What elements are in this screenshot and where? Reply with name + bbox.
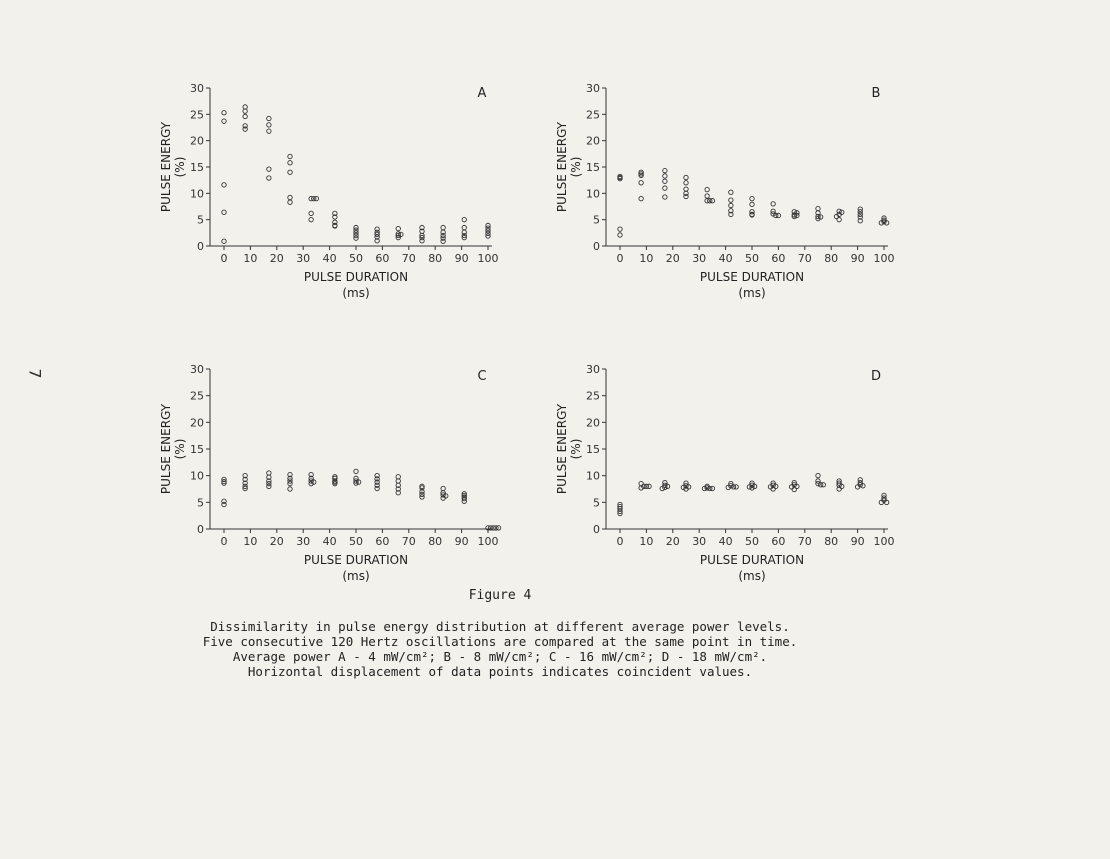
data-point bbox=[222, 119, 226, 123]
data-point bbox=[288, 154, 292, 158]
data-point bbox=[267, 167, 271, 171]
data-point bbox=[684, 181, 688, 185]
x-tick-label: 20 bbox=[269, 252, 284, 265]
x-tick-label: 0 bbox=[616, 252, 624, 265]
x-tick-label: 60 bbox=[771, 535, 786, 548]
data-point bbox=[879, 221, 883, 225]
data-point bbox=[222, 111, 226, 115]
data-point bbox=[267, 116, 271, 120]
x-tick-label: 0 bbox=[616, 535, 624, 548]
data-point bbox=[462, 499, 466, 503]
x-tick-label: 30 bbox=[692, 535, 707, 548]
y-tick-label: 30 bbox=[586, 363, 600, 376]
data-point bbox=[837, 217, 841, 221]
x-tick-label: 90 bbox=[850, 535, 865, 548]
data-point bbox=[222, 183, 226, 187]
x-tick-label: 10 bbox=[639, 535, 654, 548]
data-point bbox=[771, 202, 775, 206]
data-point bbox=[729, 198, 733, 202]
x-tick-label: 50 bbox=[349, 252, 363, 265]
data-point bbox=[660, 486, 664, 490]
y-axis-unit: (%) bbox=[173, 438, 187, 460]
data-point bbox=[618, 233, 622, 237]
data-point bbox=[884, 221, 888, 225]
x-tick-label: 20 bbox=[665, 252, 680, 265]
data-point bbox=[375, 486, 379, 490]
data-point bbox=[750, 202, 754, 206]
data-point bbox=[420, 495, 424, 499]
y-axis-unit: (%) bbox=[569, 438, 583, 460]
data-point bbox=[441, 225, 445, 229]
y-tick-label: 0 bbox=[593, 240, 600, 253]
data-point bbox=[684, 187, 688, 191]
y-tick-label: 20 bbox=[586, 416, 600, 430]
chart-panel-d bbox=[555, 363, 895, 583]
data-point bbox=[441, 239, 445, 243]
chart-panel-c bbox=[159, 363, 501, 583]
data-point bbox=[288, 170, 292, 174]
y-axis-label: PULSE ENERGY bbox=[159, 403, 173, 495]
data-point bbox=[222, 239, 226, 243]
data-point bbox=[243, 105, 247, 109]
data-point bbox=[663, 168, 667, 172]
data-point bbox=[684, 194, 688, 198]
data-point bbox=[267, 176, 271, 180]
x-axis-unit: (ms) bbox=[738, 286, 766, 300]
caption-line: Dissimilarity in pulse energy distribution at different average power levels. bbox=[210, 619, 790, 634]
x-tick-label: 40 bbox=[322, 535, 337, 548]
y-tick-label: 20 bbox=[586, 134, 600, 148]
x-tick-label: 20 bbox=[665, 535, 680, 548]
x-tick-label: 80 bbox=[428, 252, 443, 265]
y-tick-label: 25 bbox=[586, 389, 600, 403]
y-tick-label: 25 bbox=[190, 108, 204, 122]
x-tick-label: 30 bbox=[692, 252, 707, 265]
x-tick-label: 10 bbox=[639, 252, 654, 265]
data-point bbox=[816, 206, 820, 210]
y-tick-label: 15 bbox=[190, 161, 204, 174]
data-point bbox=[222, 502, 226, 506]
y-tick-label: 5 bbox=[197, 496, 204, 510]
data-point bbox=[222, 210, 226, 214]
caption-line: Horizontal displacement of data points indicates coincident values. bbox=[247, 664, 753, 679]
x-axis-label: PULSE DURATION bbox=[303, 553, 409, 567]
x-tick-label: 80 bbox=[428, 535, 443, 548]
data-point bbox=[639, 196, 643, 200]
data-point bbox=[243, 127, 247, 131]
data-point bbox=[267, 129, 271, 133]
data-point bbox=[705, 187, 709, 191]
chart-panel-a bbox=[159, 82, 499, 300]
data-point bbox=[288, 200, 292, 204]
data-point bbox=[288, 481, 292, 485]
data-point bbox=[663, 174, 667, 178]
y-tick-label: 5 bbox=[593, 213, 600, 227]
data-point bbox=[243, 109, 247, 113]
data-point bbox=[288, 161, 292, 165]
data-point bbox=[354, 469, 358, 473]
data-point bbox=[396, 479, 400, 483]
x-tick-label: 10 bbox=[243, 252, 258, 265]
y-tick-label: 30 bbox=[190, 82, 204, 95]
x-tick-label: 30 bbox=[296, 252, 311, 265]
y-tick-label: 0 bbox=[197, 523, 204, 536]
y-tick-label: 15 bbox=[586, 443, 600, 456]
caption-line: Average power A - 4 mW/cm²; B - 8 mW/cm²; C - 16 mW/cm²; D - 18 mW/cm². bbox=[232, 649, 768, 664]
x-tick-label: 0 bbox=[220, 535, 228, 548]
y-tick-label: 20 bbox=[190, 134, 204, 148]
figure-caption bbox=[150, 588, 850, 679]
data-point bbox=[618, 227, 622, 231]
x-tick-label: 100 bbox=[477, 535, 499, 548]
data-point bbox=[774, 484, 778, 488]
data-point bbox=[396, 226, 400, 230]
x-tick-label: 50 bbox=[349, 535, 363, 548]
x-tick-label: 100 bbox=[477, 252, 499, 265]
data-point bbox=[816, 481, 820, 485]
data-point bbox=[663, 179, 667, 183]
y-axis-unit: (%) bbox=[569, 156, 583, 178]
x-tick-label: 70 bbox=[797, 535, 812, 548]
x-tick-label: 90 bbox=[850, 252, 865, 265]
x-tick-label: 90 bbox=[454, 535, 469, 548]
y-tick-label: 10 bbox=[586, 469, 600, 483]
x-tick-label: 80 bbox=[824, 252, 839, 265]
x-tick-label: 30 bbox=[296, 535, 311, 548]
data-point bbox=[267, 123, 271, 127]
y-tick-label: 5 bbox=[593, 496, 600, 510]
page-number: 7 bbox=[25, 368, 45, 379]
x-tick-label: 80 bbox=[824, 535, 839, 548]
y-tick-label: 25 bbox=[586, 108, 600, 122]
x-axis-label: PULSE DURATION bbox=[699, 553, 805, 567]
data-point bbox=[243, 114, 247, 118]
data-point bbox=[663, 186, 667, 190]
chart-panel-b bbox=[555, 82, 895, 300]
x-tick-label: 90 bbox=[454, 252, 469, 265]
x-tick-label: 0 bbox=[220, 252, 228, 265]
data-point bbox=[288, 195, 292, 199]
data-point bbox=[729, 190, 733, 194]
x-axis-unit: (ms) bbox=[342, 286, 370, 300]
x-tick-label: 50 bbox=[745, 252, 759, 265]
x-tick-label: 100 bbox=[873, 535, 895, 548]
y-tick-label: 0 bbox=[593, 523, 600, 536]
x-axis-label: PULSE DURATION bbox=[699, 270, 805, 284]
data-point bbox=[663, 195, 667, 199]
data-point bbox=[396, 475, 400, 479]
y-axis-label: PULSE ENERGY bbox=[555, 403, 569, 495]
x-tick-label: 20 bbox=[269, 535, 284, 548]
x-tick-label: 40 bbox=[322, 252, 337, 265]
x-tick-label: 40 bbox=[718, 535, 733, 548]
panel-label: D bbox=[870, 369, 882, 384]
data-point bbox=[840, 484, 844, 488]
x-tick-label: 10 bbox=[243, 535, 258, 548]
y-tick-label: 10 bbox=[586, 187, 600, 201]
figure-title: Figure 4 bbox=[468, 588, 532, 603]
y-tick-label: 30 bbox=[586, 82, 600, 95]
data-point bbox=[861, 484, 865, 488]
data-point bbox=[684, 175, 688, 179]
panel-label: C bbox=[477, 369, 487, 384]
y-tick-label: 10 bbox=[190, 187, 204, 201]
x-tick-label: 50 bbox=[745, 535, 759, 548]
data-point bbox=[267, 471, 271, 475]
x-axis-unit: (ms) bbox=[342, 569, 370, 583]
data-point bbox=[750, 196, 754, 200]
data-point bbox=[288, 487, 292, 491]
x-tick-label: 100 bbox=[873, 252, 895, 265]
x-axis-label: PULSE DURATION bbox=[303, 270, 409, 284]
x-tick-label: 60 bbox=[375, 535, 390, 548]
data-point bbox=[639, 481, 643, 485]
x-tick-label: 60 bbox=[771, 252, 786, 265]
y-tick-label: 15 bbox=[190, 443, 204, 456]
y-axis-label: PULSE ENERGY bbox=[159, 121, 173, 213]
caption-line: Five consecutive 120 Hertz oscillations are compared at the same point in time. bbox=[202, 634, 798, 649]
data-point bbox=[462, 217, 466, 221]
panel-label: A bbox=[477, 86, 487, 101]
data-point bbox=[356, 480, 360, 484]
x-tick-label: 70 bbox=[797, 252, 812, 265]
data-point bbox=[420, 239, 424, 243]
data-point bbox=[441, 486, 445, 490]
x-tick-label: 70 bbox=[401, 535, 416, 548]
x-tick-label: 70 bbox=[401, 252, 416, 265]
y-tick-label: 15 bbox=[586, 161, 600, 174]
data-point bbox=[267, 484, 271, 488]
y-tick-label: 10 bbox=[190, 469, 204, 483]
x-tick-label: 40 bbox=[718, 252, 733, 265]
y-tick-label: 0 bbox=[197, 240, 204, 253]
panel-label: B bbox=[871, 86, 881, 101]
x-axis-unit: (ms) bbox=[738, 569, 766, 583]
data-point bbox=[309, 217, 313, 221]
y-axis-unit: (%) bbox=[173, 156, 187, 178]
data-point bbox=[792, 487, 796, 491]
y-tick-label: 20 bbox=[190, 416, 204, 430]
data-point bbox=[729, 203, 733, 207]
x-tick-label: 60 bbox=[375, 252, 390, 265]
data-point bbox=[309, 211, 313, 215]
data-point bbox=[639, 181, 643, 185]
data-point bbox=[462, 225, 466, 229]
data-point bbox=[816, 473, 820, 477]
data-point bbox=[665, 484, 669, 488]
y-tick-label: 30 bbox=[190, 363, 204, 376]
y-tick-label: 5 bbox=[197, 213, 204, 227]
y-tick-label: 25 bbox=[190, 389, 204, 403]
y-axis-label: PULSE ENERGY bbox=[555, 121, 569, 213]
data-point bbox=[705, 194, 709, 198]
